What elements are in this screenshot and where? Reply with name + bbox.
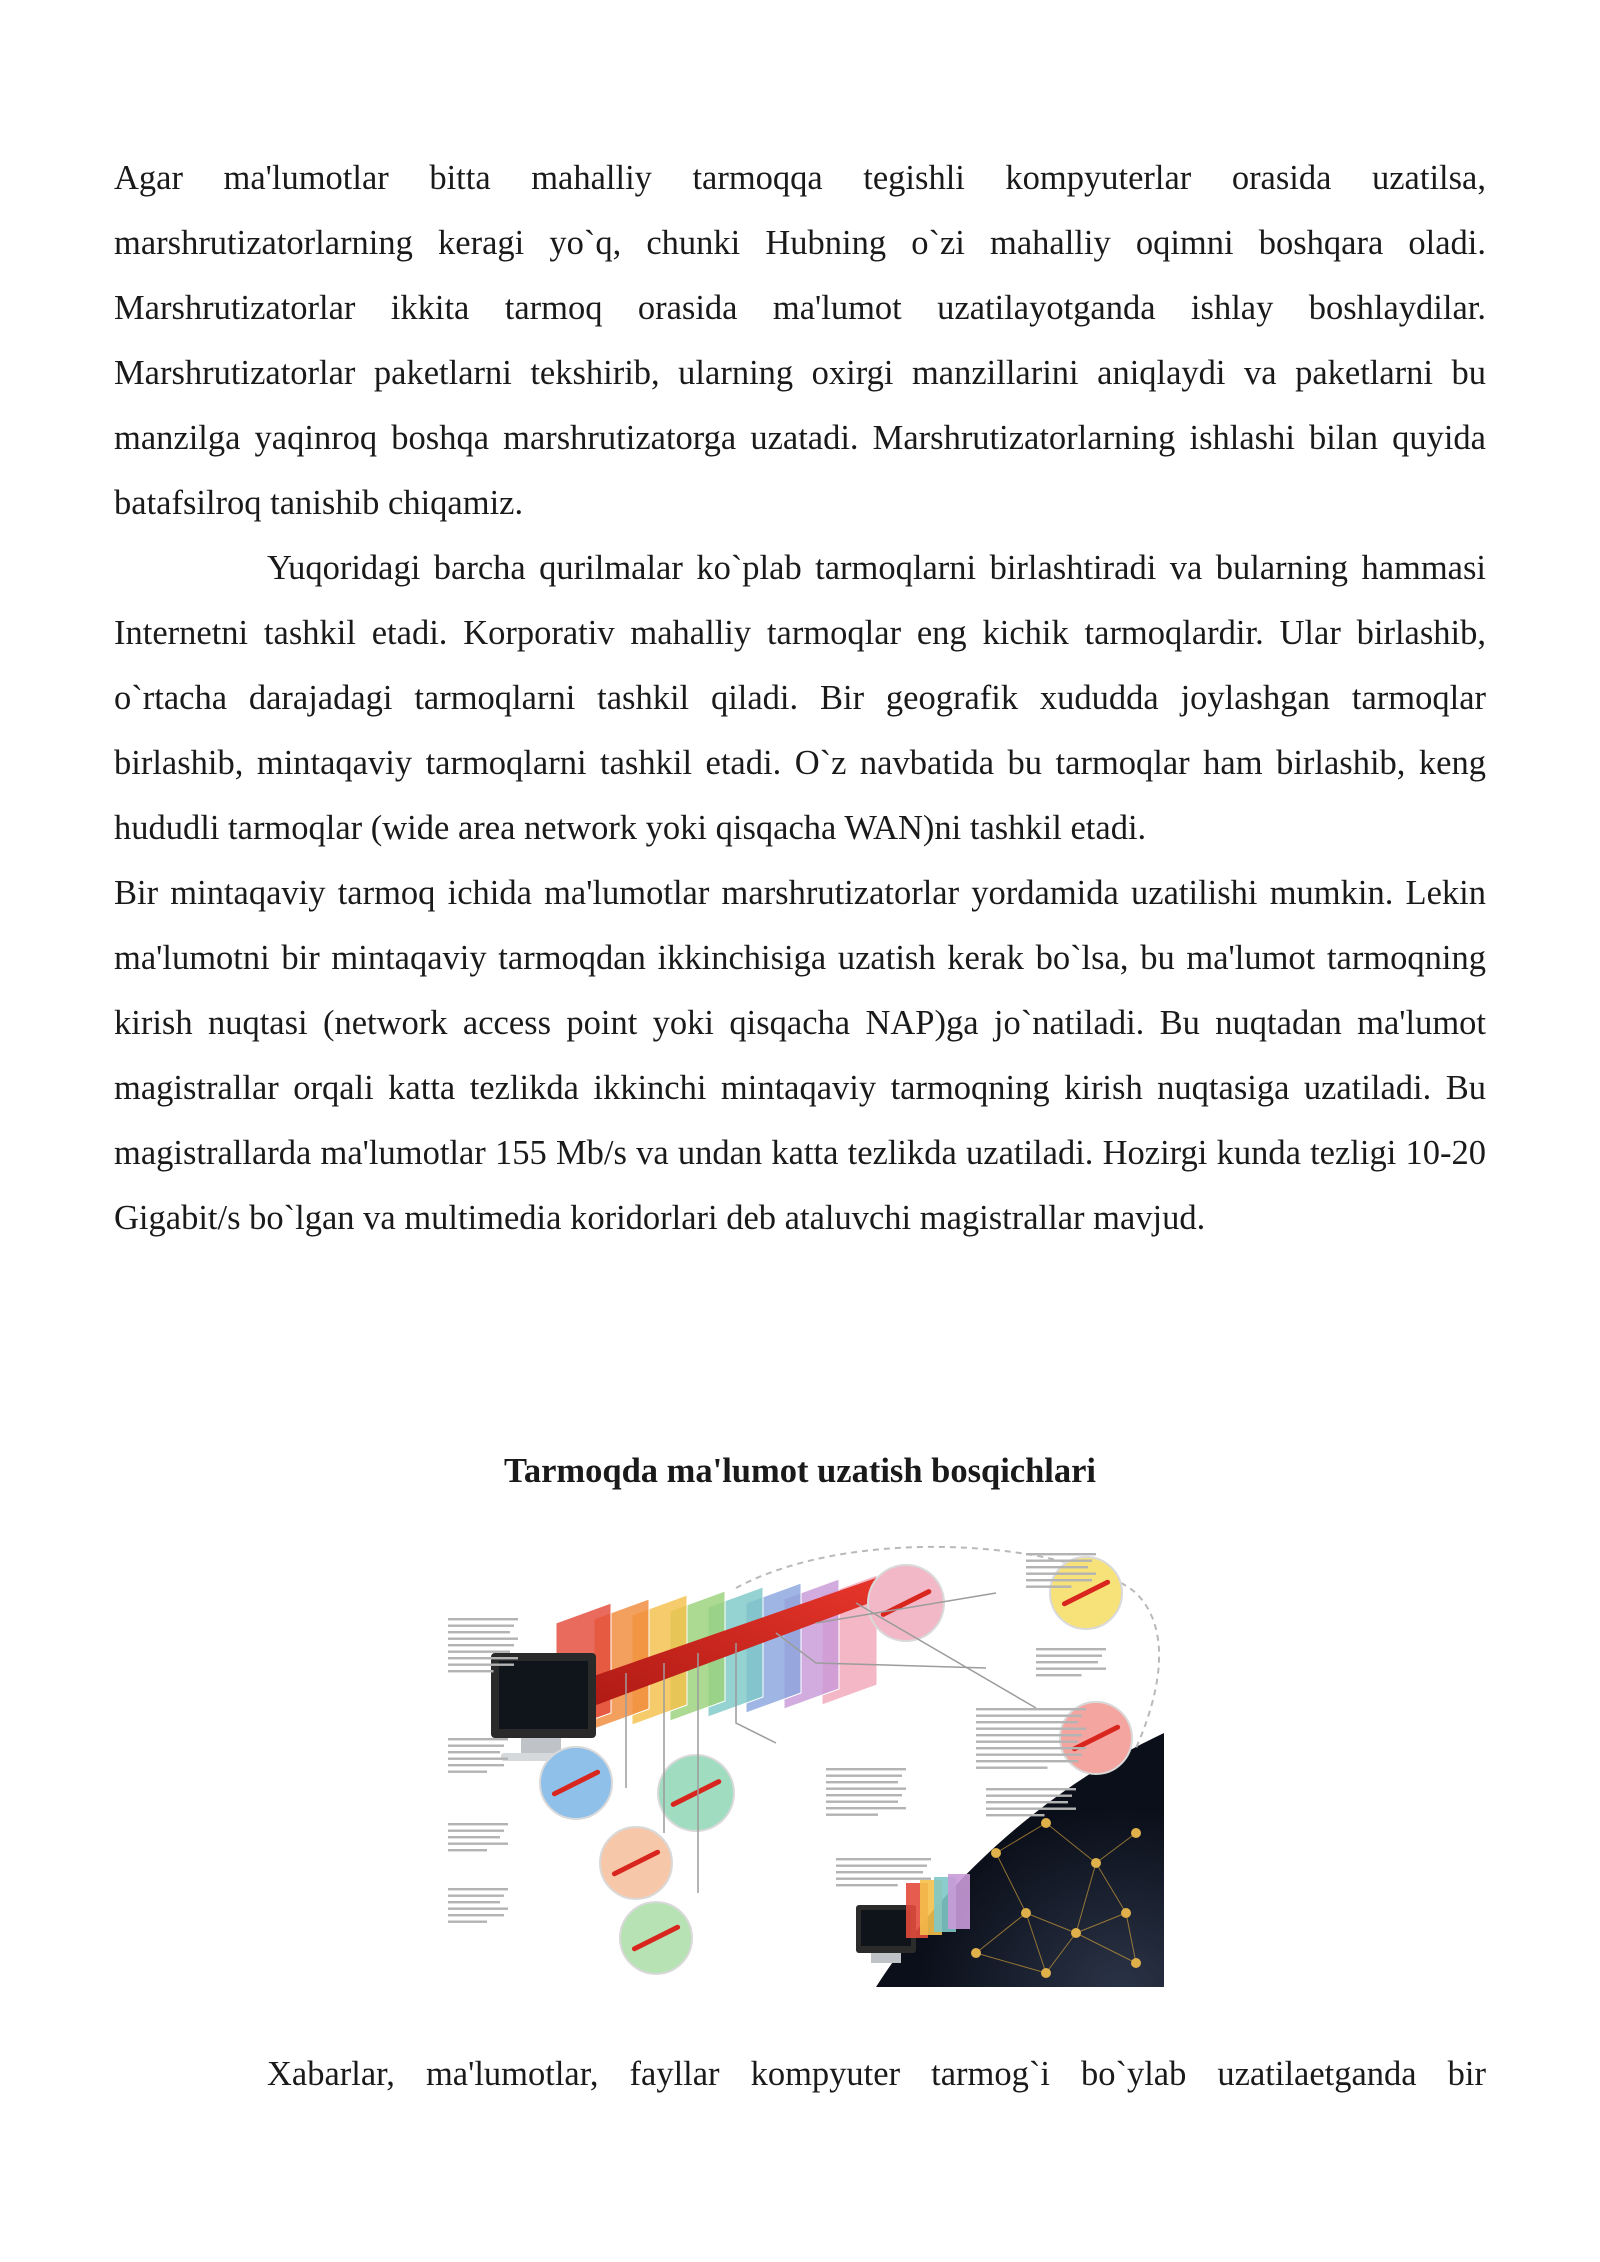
small-print-line — [448, 1888, 508, 1890]
small-print-line — [976, 1754, 1082, 1756]
small-print-line — [448, 1764, 504, 1766]
body-text — [114, 146, 1486, 1251]
small-print-line — [448, 1921, 487, 1923]
small-print-line — [448, 1830, 504, 1832]
small-print-line — [1026, 1566, 1088, 1568]
paragraph-2: Yuqoridagi barcha qurilmalar ko`plab tarmoqlarni birlashtiradi va bularning hammasi Internetni tashkil etadi. Korporativ mahalliy tarmoqlar eng kichik tarmoqlardir. Ular birlashib, o`rtacha darajadagi tarmoqlarni tashkil qiladi. Bir geografik xududda joylashgan tarmoqlar birlashib, mintaqaviy tarmoqlarni tashkil etadi. O`z navbatida bu tarmoqlar ham birlashib, keng hududli tarmoqlar (wide area network yoki qisqacha WAN)ni tashkil etadi. — [114, 549, 1486, 847]
small-print-line — [826, 1814, 878, 1816]
section-heading: Tarmoqda ma'lumot uzatish bosqichlari — [503, 1452, 1097, 1490]
small-print-line — [976, 1760, 1078, 1762]
small-print-line — [1036, 1655, 1102, 1657]
small-print-line — [448, 1901, 500, 1903]
small-print-line — [836, 1871, 923, 1873]
small-print-line — [1026, 1573, 1096, 1575]
small-print-line — [836, 1865, 927, 1867]
network-node — [1091, 1858, 1101, 1868]
small-print-line — [448, 1625, 514, 1627]
small-print-line — [448, 1751, 500, 1753]
computer-monitor-icon — [491, 1653, 596, 1761]
paragraph-4-start: Xabarlar, ma'lumotlar, fayllar kompyuter tarmog`i bo`ylab uzatilaetganda bir — [267, 2055, 1486, 2093]
small-print-line — [448, 1771, 487, 1773]
small-print-line — [976, 1715, 1082, 1717]
small-print-line — [448, 1738, 508, 1740]
small-print-line — [976, 1741, 1078, 1743]
small-print-line — [1026, 1579, 1092, 1581]
small-print-line — [976, 1747, 1086, 1749]
small-print-line — [976, 1734, 1082, 1736]
network-node — [991, 1848, 1001, 1858]
small-print-line — [1036, 1648, 1106, 1650]
small-print-line — [986, 1795, 1072, 1797]
small-print-line — [826, 1801, 898, 1803]
small-print-line — [986, 1788, 1076, 1790]
paragraph-1: Agar ma'lumotlar bitta mahalliy tarmoqqa tegishli kompyuterlar orasida uzatilsa, marshrutizatorlarning keragi yo`q, chunki Hubning o`zi mahalliy oqimni boshqara oladi. Marshrutizatorlar ikkita tarmoq orasida ma'lumot uzatilayotganda ishlay boshlaydilar. Marshrutizatorlar paketlarni tekshirib, ularning oxirgi manzillarini aniqlaydi va paketlarni bu manzilga yaqinroq boshqa marshrutizatorga uzatadi. Marshrutizatorlarning ishlashi bilan quyida batafsilroq tanishib chiqamiz. — [114, 159, 1486, 522]
small-print-line — [986, 1814, 1045, 1816]
small-print-line — [836, 1858, 931, 1860]
network-node — [971, 1948, 981, 1958]
illustration-svg — [436, 1533, 1164, 1987]
small-print-line — [976, 1767, 1048, 1769]
small-print-line — [448, 1618, 518, 1620]
small-print-line — [448, 1638, 518, 1640]
network-node — [1121, 1908, 1131, 1918]
network-node — [1131, 1828, 1141, 1838]
small-print-line — [448, 1895, 504, 1897]
destination-layer-panels — [906, 1874, 970, 1938]
small-print-line — [448, 1823, 508, 1825]
paragraph-3: Bir mintaqaviy tarmoq ichida ma'lumotlar marshrutizatorlar yordamida uzatilishi mumkin. Lekin ma'lumotni bir mintaqaviy tarmoqdan ikkinchisiga uzatish kerak bo`lsa, bu ma'lumot tarmoqning kirish nuqtasi (network access point yoki qisqacha NAP)ga jo`natiladi. Bu nuqtadan ma'lumot magistrallar orqali katta tezlikda ikkinchi mintaqaviy tarmoqning kirish nuqtasiga uzatiladi. Bu magistrallarda ma'lumotlar 155 Mb/s va undan katta tezlikda uzatiladi. Hozirgi kunda tezligi 10-20 Gigabit/s bo`lgan va multimedia koridorlari deb ataluvchi magistrallar mavjud. — [114, 874, 1486, 1237]
small-print-line — [448, 1849, 487, 1851]
small-print-line — [826, 1807, 906, 1809]
small-print-line — [826, 1781, 898, 1783]
small-print-line — [986, 1801, 1068, 1803]
small-print-line — [448, 1631, 510, 1633]
network-stages-illustration — [436, 1533, 1164, 1987]
network-node — [1131, 1958, 1141, 1968]
network-node — [1041, 1818, 1051, 1828]
network-node — [1041, 1968, 1051, 1978]
small-print-line — [448, 1657, 518, 1659]
small-print-line — [1036, 1668, 1106, 1670]
small-print-line — [448, 1745, 504, 1747]
small-print-line — [448, 1908, 508, 1910]
small-print-line — [448, 1670, 494, 1672]
network-node — [1021, 1908, 1031, 1918]
small-print-line — [448, 1644, 514, 1646]
small-print-line — [826, 1788, 906, 1790]
small-print-line — [448, 1914, 504, 1916]
small-print-line — [826, 1794, 902, 1796]
small-print-line — [986, 1808, 1076, 1810]
small-print-line — [448, 1836, 500, 1838]
small-print-line — [1026, 1560, 1092, 1562]
small-print-line — [976, 1728, 1086, 1730]
small-print-line — [1036, 1661, 1098, 1663]
small-print-line — [826, 1775, 902, 1777]
small-print-line — [448, 1843, 508, 1845]
small-print-line — [1036, 1674, 1082, 1676]
small-print-line — [448, 1664, 514, 1666]
network-node — [1071, 1928, 1081, 1938]
small-print-line — [1026, 1553, 1096, 1555]
small-print-line — [836, 1884, 898, 1886]
destination-panel — [948, 1874, 970, 1929]
small-print-line — [976, 1721, 1078, 1723]
small-print-line — [448, 1758, 508, 1760]
small-print-line — [1026, 1586, 1072, 1588]
small-print-line — [448, 1651, 510, 1653]
small-print-line — [836, 1878, 931, 1880]
small-print-line — [976, 1708, 1086, 1710]
small-print-line — [826, 1768, 906, 1770]
